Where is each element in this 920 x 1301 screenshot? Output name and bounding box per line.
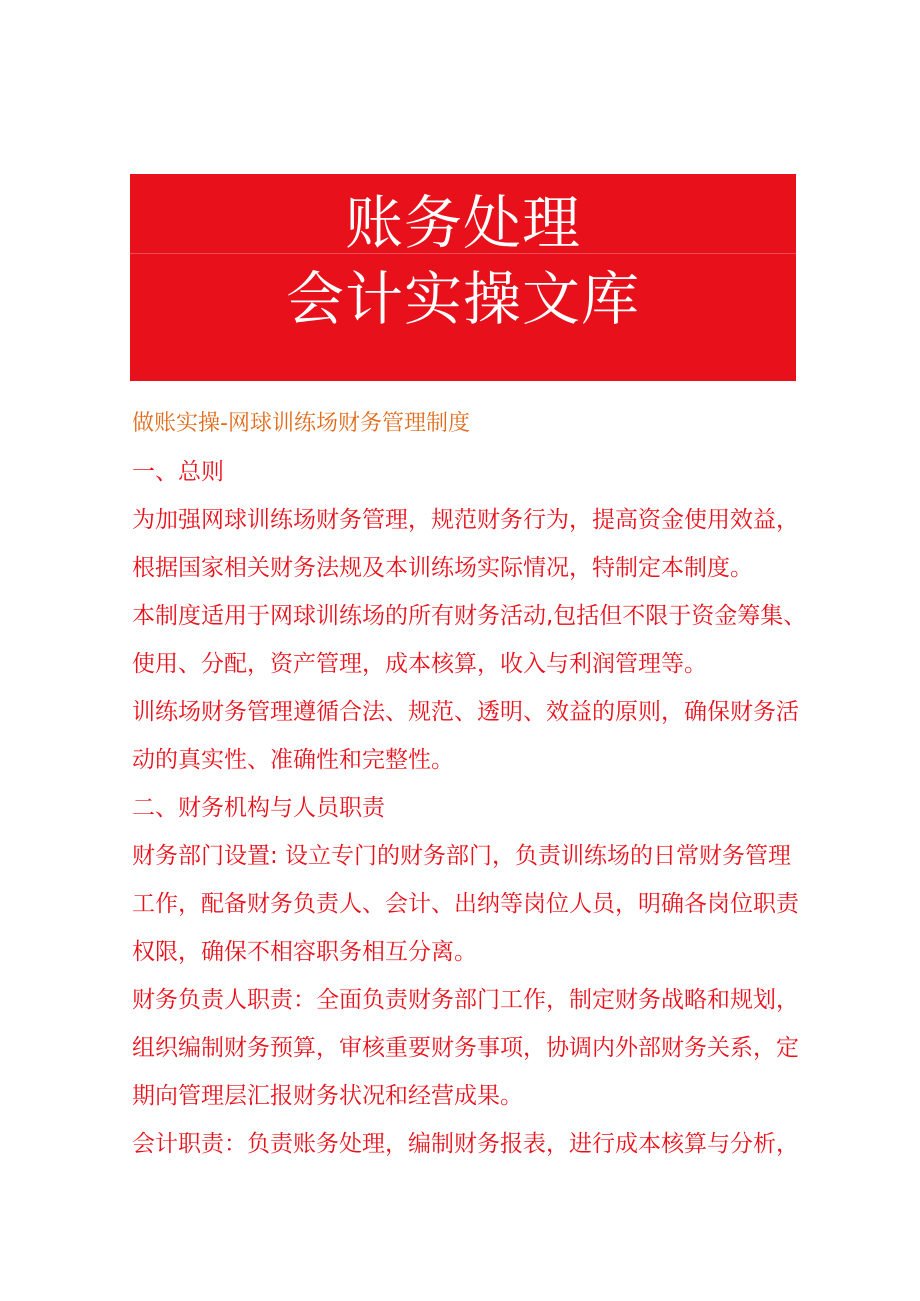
paragraph-line: 为加强网球训练场财务管理，规范财务行为，提高资金使用效益， (132, 507, 799, 533)
paragraph-line: 使用、分配，资产管理，成本核算，收入与利润管理等。 (132, 651, 707, 677)
document-title: 做账实操-网球训练场财务管理制度 (132, 411, 470, 436)
banner-title-line2: 会计实操文库 (285, 265, 640, 333)
paragraph-line: 训练场财务管理遵循合法、规范、透明、效益的原则，确保财务活 (132, 699, 799, 725)
paragraph-line: 根据国家相关财务法规及本训练场实际情况，特制定本制度。 (132, 555, 753, 581)
paragraph-line: 权限，确保不相容职务相互分离。 (132, 939, 477, 965)
document-body (132, 400, 807, 1168)
paragraph-line: 本制度适用于网球训练场的所有财务活动,包括但不限于资金筹集、 (132, 603, 807, 629)
paragraph-line: 工作，配备财务负责人、会计、出纳等岗位人员，明确各岗位职责 (132, 891, 799, 917)
paragraph-line: 财务负责人职责：全面负责财务部门工作，制定财务战略和规划， (132, 987, 799, 1013)
section-heading-organization: 二、财务机构与人员职责 (132, 795, 385, 821)
paragraph-line: 期向管理层汇报财务状况和经营成果。 (132, 1083, 523, 1109)
paragraph-line: 会计职责：负责账务处理，编制财务报表，进行成本核算与分析， (132, 1131, 799, 1157)
section-heading-general: 一、总则 (132, 459, 224, 485)
title-banner (130, 174, 796, 381)
paragraph-line: 组织编制财务预算，审核重要财务事项，协调内外部财务关系，定 (132, 1035, 799, 1061)
paragraph-line: 动的真实性、准确性和完整性。 (132, 747, 454, 773)
paragraph-line: 财务部门设置: 设立专门的财务部门，负责训练场的日常财务管理 (132, 843, 792, 869)
banner-title-line1: 账务处理 (344, 189, 581, 257)
